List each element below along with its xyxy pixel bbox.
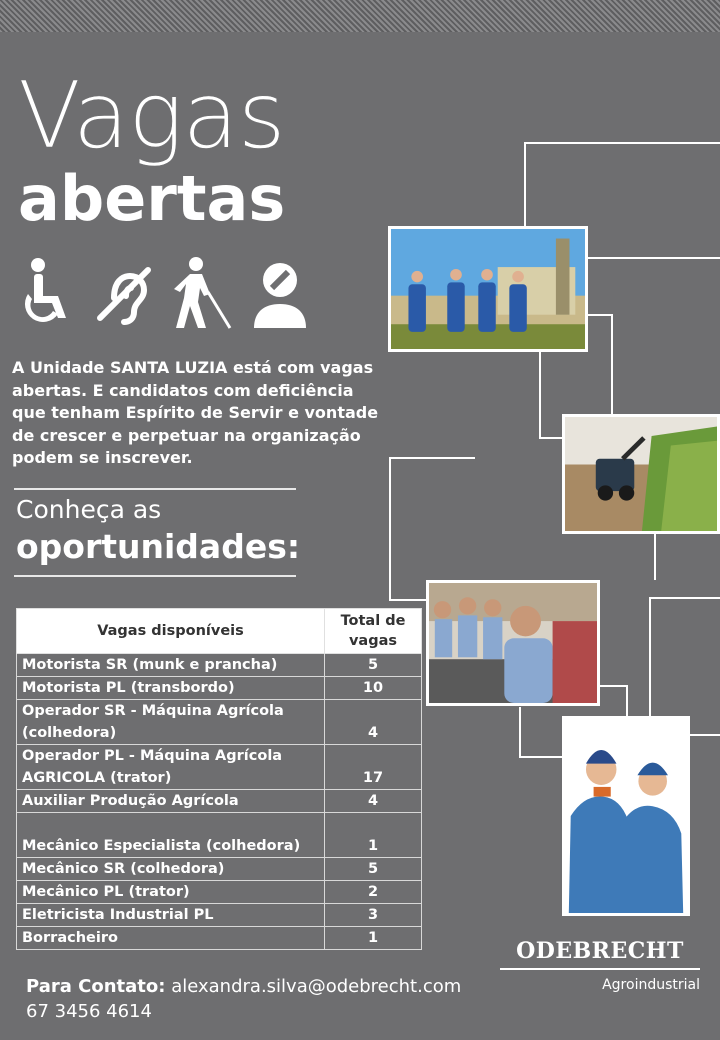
total-cell: 4	[325, 790, 422, 813]
job-cell: Mecânico PL (trator)	[17, 881, 325, 904]
total-cell: 5	[325, 858, 422, 881]
company-logo	[500, 938, 700, 993]
opportunities-heading-line1: Conheça as	[16, 495, 162, 524]
total-cell: 1	[325, 813, 422, 858]
table-row	[17, 927, 422, 950]
table-row	[17, 813, 422, 858]
table-row	[17, 700, 422, 745]
workers-walking-photo	[388, 226, 588, 352]
logo-brand: ODEBRECHT	[500, 938, 700, 970]
job-cell: Mecânico Especialista (colhedora)	[17, 813, 325, 858]
table-row	[17, 881, 422, 904]
total-cell: 10	[325, 677, 422, 700]
person-icon	[248, 256, 312, 336]
total-cell: 17	[325, 745, 422, 790]
divider-top	[14, 488, 296, 490]
table-row	[17, 904, 422, 927]
title-vagas: Vagas	[18, 62, 285, 169]
table-row	[17, 858, 422, 881]
workers-portrait-photo	[562, 716, 690, 916]
contact-phone: 67 3456 4614	[26, 1001, 152, 1022]
accessibility-icons	[14, 256, 312, 336]
hearing-impaired-icon	[92, 256, 156, 336]
job-cell: Operador PL - Máquina Agrícola AGRICOLA (trator)	[17, 745, 325, 790]
job-cell: Motorista PL (transbordo)	[17, 677, 325, 700]
job-cell: Eletricista Industrial PL	[17, 904, 325, 927]
contact-label: Para Contato:	[26, 976, 166, 997]
divider-bottom	[14, 575, 296, 577]
table-row	[17, 745, 422, 790]
total-cell: 4	[325, 700, 422, 745]
wheelchair-icon	[14, 256, 78, 336]
column-header-job: Vagas disponíveis	[17, 609, 325, 654]
intro-text: A Unidade SANTA LUZIA está com vagas abertas. E candidatos com deficiência que tenham Espírito de Servir e vontade de crescer e perpetuar na organização podem se inscrever.	[12, 358, 379, 467]
contact-email[interactable]: alexandra.silva@odebrecht.com	[171, 976, 462, 997]
vacancies-table	[16, 608, 422, 950]
job-cell: Auxiliar Produção Agrícola	[17, 790, 325, 813]
table-header-row	[17, 609, 422, 654]
job-cell: Borracheiro	[17, 927, 325, 950]
logo-subtitle: Agroindustrial	[602, 977, 700, 993]
table-row	[17, 790, 422, 813]
total-cell: 5	[325, 654, 422, 677]
opportunities-heading-line2: oportunidades:	[16, 527, 301, 566]
job-cell: Motorista SR (munk e prancha)	[17, 654, 325, 677]
contact-info	[26, 974, 461, 1024]
job-cell: Operador SR - Máquina Agrícola (colhedora)	[17, 700, 325, 745]
table-row	[17, 677, 422, 700]
column-header-total: Total de vagas	[325, 609, 422, 654]
total-cell: 3	[325, 904, 422, 927]
total-cell: 2	[325, 881, 422, 904]
table-row	[17, 654, 422, 677]
title-abertas: abertas	[18, 162, 286, 235]
blind-cane-icon	[170, 256, 234, 336]
job-cell: Mecânico SR (colhedora)	[17, 858, 325, 881]
total-cell: 1	[325, 927, 422, 950]
harvester-field-photo	[562, 414, 720, 534]
meeting-room-photo	[426, 580, 600, 706]
